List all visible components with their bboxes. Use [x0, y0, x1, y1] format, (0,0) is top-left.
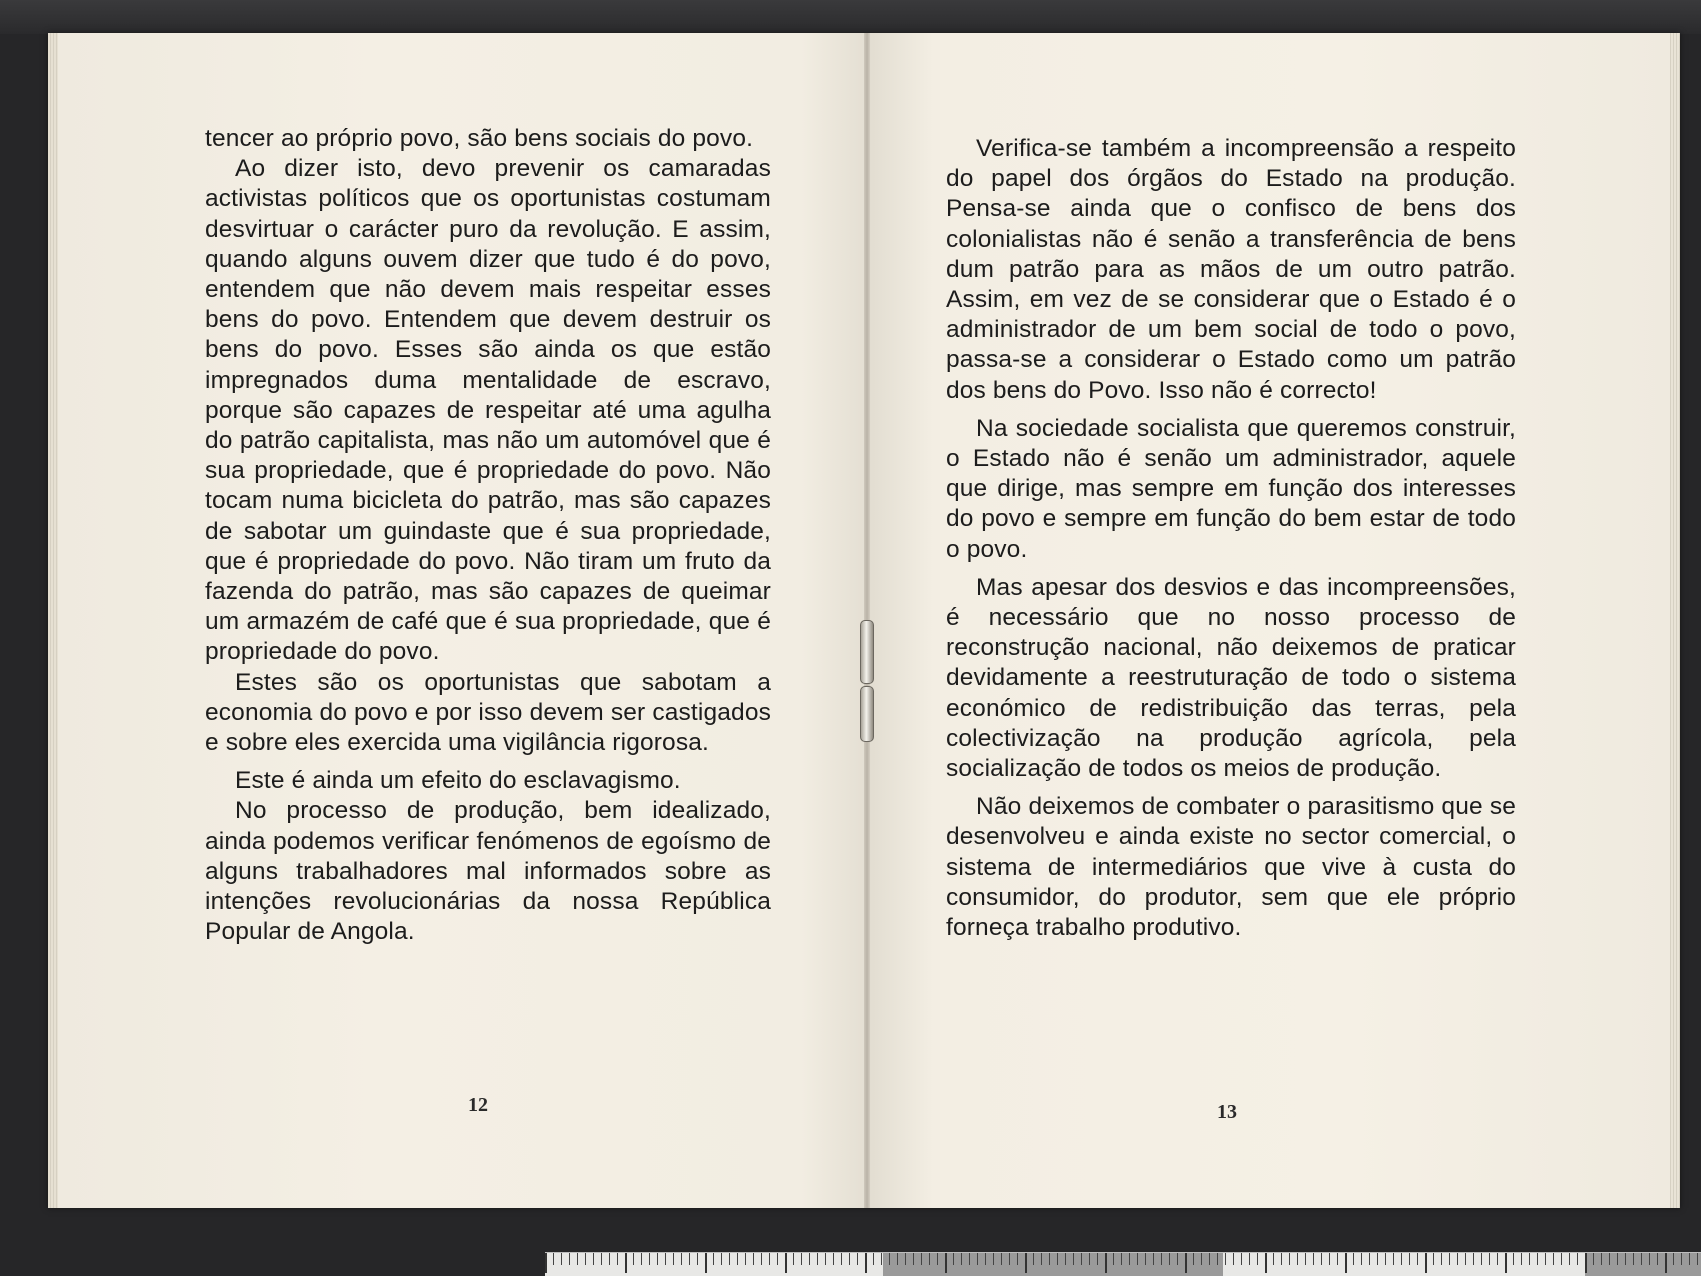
paragraph: Estes são os oportunistas que sabotam a economia do povo e por isso devem ser castigados e sobre eles exercida uma vigilância rigorosa. — [205, 668, 771, 757]
paragraph: Na sociedade socialista que queremos construir, o Estado não é senão um administrador, aquele que dirige, mas sempre em função dos interesses do povo e sempre em função do bem estar de todo o povo. — [946, 414, 1516, 563]
staple — [860, 620, 874, 684]
scan-background — [0, 0, 1701, 34]
page-edges-left — [48, 33, 58, 1208]
paragraph: Verifica-se também a incompreensão a respeito do papel dos órgãos do Estado na produção. Pensa-se ainda que o confisco de bens dos colonialistas não é senão a transferência de bens dum patrão para as mãos de um outro patrão. Assim, em vez de se considerar que o Estado é o administrador de um bem social de todo o povo, passa-se a considerar o Estado como um patrão dos bens do Povo. Isso não é correcto! — [946, 135, 1516, 404]
ruler-major-ticks — [545, 1253, 1701, 1273]
staple — [860, 686, 874, 742]
paragraph: Ao dizer isto, devo prevenir os camaradas activistas políticos que os oportunistas costumam desvirtuar o carácter puro da revolução. E assim, quando alguns ouvem dizer que tudo é do povo, entendem que não devem mais respeitar esses bens do povo. Entendem que devem destruir os bens do povo. Esses são ainda os que estão impregnados duma mentalidade de escravo, porque são capazes de respeitar até uma agulha do patrão capitalista, mas não um automóvel que é sua propriedade, que é propriedade do povo. Não tocam numa bicicleta do patrão, mas são capazes de sabotar um guindaste que é sua propriedade, que é propriedade do povo. Não tiram um fruto da fazenda do patrão, mas são capazes de queimar um armazém de café que é sua propriedade, que é propriedade do povo. — [205, 155, 771, 666]
page-edges-right — [1670, 33, 1680, 1208]
page-number: 12 — [468, 1094, 488, 1116]
scale-ruler — [545, 1252, 1701, 1276]
page-number: 13 — [1217, 1101, 1237, 1123]
paragraph: Não deixemos de combater o parasitismo que se desenvolveu e ainda existe no sector comercial, o sistema de intermediários que vive à custa do consumidor, do produtor, sem que ele próprio forneça trabalho produtivo. — [946, 793, 1516, 942]
paragraph: tencer ao próprio povo, são bens sociais do povo. — [205, 125, 754, 152]
paragraph: No processo de produção, bem idealizado, ainda podemos verificar fenómenos de egoísmo de alguns trabalhadores mal informados sobre as intenções revolucionárias da nossa República Popular de Angola. — [205, 797, 771, 946]
paragraph: Este é ainda um efeito do esclavagismo. — [235, 767, 681, 795]
paragraph: Mas apesar dos desvios e das incompreensões, é necessário que no nosso processo de reconstrução nacional, não deixemos de praticar devidamente a reestruturação de todo o sistema económico de redistribuição das terras, pela colectivização na produção agrícola, pela socialização de todos os meios de produção. — [946, 573, 1516, 783]
left-page-text — [205, 124, 771, 947]
right-page-text — [946, 134, 1516, 943]
